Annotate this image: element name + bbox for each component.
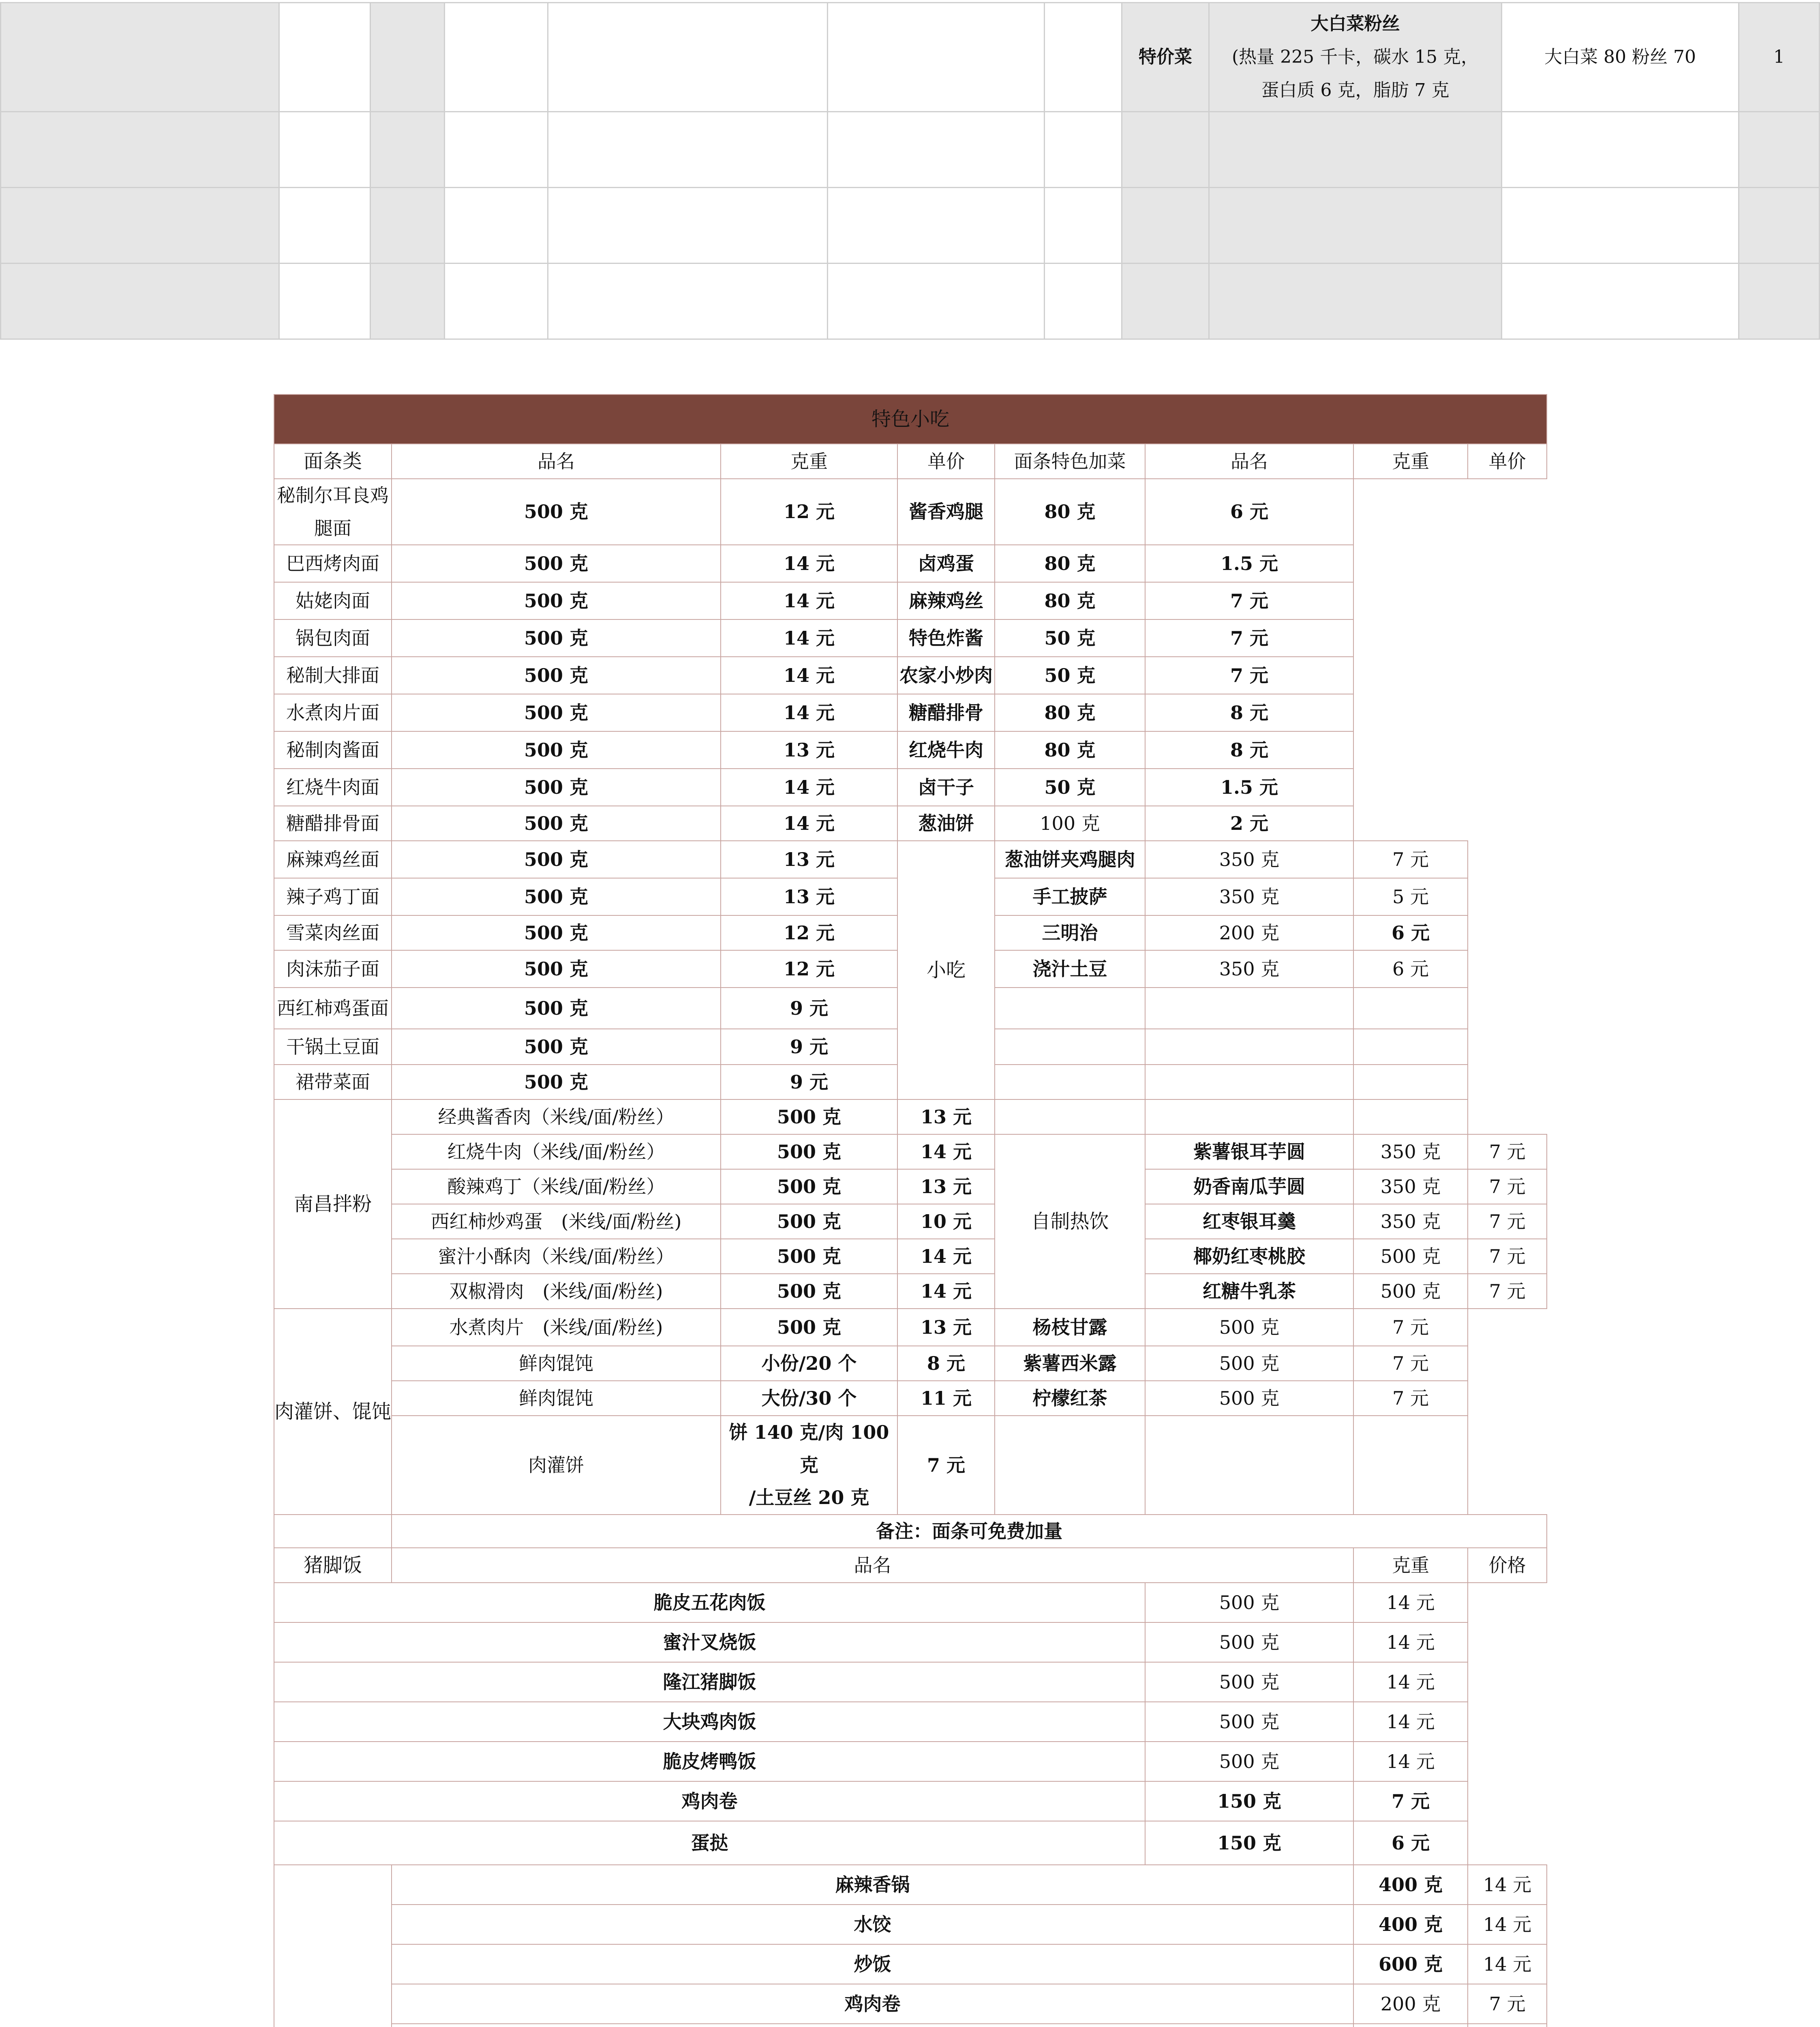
nanchang-item-name: 西红柿炒鸡蛋 (米线/面/粉丝) <box>392 1204 721 1239</box>
addon-item-weight: 80 克 <box>995 731 1145 769</box>
snack-item-name: 葱油饼夹鸡腿肉 <box>995 841 1145 878</box>
wonton-item-price: 11 元 <box>897 1381 995 1416</box>
pork-item-price: 14 元 <box>1353 1742 1468 1781</box>
nanchang-item-price: 14 元 <box>897 1134 995 1169</box>
nanchang-item-name: 经典酱香肉（米线/面/粉丝） <box>392 1099 721 1134</box>
snack-item-weight: 350 克 <box>1145 950 1353 988</box>
table-row <box>1 264 1820 339</box>
pork-item-name: 隆江猪脚饭 <box>274 1662 1145 1702</box>
addon-item-weight: 80 克 <box>995 545 1145 582</box>
table-row <box>274 657 1547 694</box>
drink-item-name: 椰奶红枣桃胶 <box>1145 1239 1353 1274</box>
pork-item-weight: 500 克 <box>1145 1702 1353 1742</box>
empty-cell <box>995 1065 1145 1099</box>
noodle-item-weight: 500 克 <box>392 619 721 657</box>
nanchang-item-price: 13 元 <box>897 1169 995 1204</box>
nanchang-item-price: 13 元 <box>897 1099 995 1134</box>
noodle-item-price: 12 元 <box>721 915 897 950</box>
table-row <box>274 1781 1547 1821</box>
header-name: 品名 <box>1145 444 1353 479</box>
dumpling-item-weight: 200 克 <box>1353 1984 1468 2024</box>
wonton-item-name: 肉灌饼 <box>392 1416 721 1515</box>
addon-item-name: 特色炸酱 <box>897 619 995 657</box>
noodle-item-name: 秘制尔耳良鸡腿面 <box>274 479 392 545</box>
noodle-item-name: 糖醋排骨面 <box>274 806 392 841</box>
noodle-item-weight: 500 克 <box>392 694 721 731</box>
category-noodle-addons: 面条特色加菜 <box>995 444 1145 479</box>
table-row <box>274 1416 1547 1515</box>
empty-cell <box>995 1029 1145 1065</box>
table-row <box>274 1346 1547 1381</box>
table-row <box>274 1622 1547 1662</box>
table-row <box>274 1583 1547 1622</box>
noodle-item-name: 裙带菜面 <box>274 1065 392 1099</box>
empty-cell <box>995 1416 1145 1515</box>
table-row <box>1 188 1820 264</box>
wonton-item-weight: 大份/30 个 <box>721 1381 897 1416</box>
addon-item-price: 8 元 <box>1145 731 1353 769</box>
nanchang-item-price: 14 元 <box>897 1274 995 1309</box>
noodle-item-name: 水煮肉片面 <box>274 694 392 731</box>
table-row <box>274 1099 1547 1134</box>
addon-item-price: 1.5 元 <box>1145 545 1353 582</box>
drink-item-name: 红枣银耳羹 <box>1145 1204 1353 1239</box>
noodle-item-name: 干锅土豆面 <box>274 1029 392 1065</box>
special-dish-table <box>0 2 1820 340</box>
snack-item-name: 手工披萨 <box>995 878 1145 915</box>
dumpling-item-weight: 400 克 <box>1353 1865 1468 1905</box>
header-name: 品名 <box>392 1548 1353 1583</box>
header-price: 单价 <box>1468 444 1547 479</box>
empty-cell <box>1145 1099 1353 1134</box>
drink-item-name: 红糖牛乳茶 <box>1145 1274 1353 1309</box>
snack-item-price: 6 元 <box>1353 950 1468 988</box>
category-dumplings <box>274 1865 392 2027</box>
noodle-item-name: 秘制肉酱面 <box>274 731 392 769</box>
drink-item-price: 7 元 <box>1468 1204 1547 1239</box>
table-row <box>274 769 1547 806</box>
noodle-item-price: 12 元 <box>721 479 897 545</box>
addon-item-weight: 50 克 <box>995 619 1145 657</box>
empty-cell <box>1353 1029 1468 1065</box>
header-price: 价格 <box>1468 1548 1547 1583</box>
special-dish-name: 大白菜粉丝 <box>1310 13 1400 34</box>
table-row <box>274 1134 1547 1169</box>
pork-item-name: 蛋挞 <box>274 1821 1145 1865</box>
wonton-item-name: 鲜肉馄饨 <box>392 1346 721 1381</box>
nanchang-item-weight: 500 克 <box>721 1134 897 1169</box>
noodle-item-price: 13 元 <box>721 878 897 915</box>
dumpling-item-name <box>392 2024 1353 2027</box>
header-weight: 克重 <box>721 444 897 479</box>
special-dish-cell <box>1209 3 1502 112</box>
drink-item-price: 7 元 <box>1468 1169 1547 1204</box>
noodle-item-weight: 500 克 <box>392 806 721 841</box>
drink-item-weight: 500 克 <box>1353 1274 1468 1309</box>
empty-cell <box>1145 1416 1353 1515</box>
table-row <box>274 841 1547 878</box>
dumpling-item-weight: 400 克 <box>1353 1905 1468 1944</box>
nanchang-item-price: 14 元 <box>897 1239 995 1274</box>
addon-item-price: 7 元 <box>1145 657 1353 694</box>
noodle-item-price: 14 元 <box>721 582 897 619</box>
note-noodle-free-extra: 备注：面条可免费加量 <box>392 1515 1547 1548</box>
weight-line-1: 饼 140 克/肉 100 克 <box>729 1421 889 1476</box>
table-row <box>274 694 1547 731</box>
noodle-item-name: 辣子鸡丁面 <box>274 878 392 915</box>
dumpling-item-weight: 600 克 <box>1353 1944 1468 1984</box>
noodle-item-name: 秘制大排面 <box>274 657 392 694</box>
dumpling-item-name: 炒饭 <box>392 1944 1353 1984</box>
dumpling-item-name: 麻辣香锅 <box>392 1865 1353 1905</box>
noodle-item-name: 麻辣鸡丝面 <box>274 841 392 878</box>
empty-cell <box>1145 988 1353 1029</box>
table-row <box>274 1865 1547 1905</box>
noodle-item-name: 姑姥肉面 <box>274 582 392 619</box>
noodle-item-price: 14 元 <box>721 619 897 657</box>
addon-item-weight: 80 克 <box>995 479 1145 545</box>
snack-item-name: 三明治 <box>995 915 1145 950</box>
addon-item-price: 1.5 元 <box>1145 769 1353 806</box>
table-row <box>1 112 1820 188</box>
table-row <box>274 1309 1547 1346</box>
noodle-item-weight: 500 克 <box>392 915 721 950</box>
pork-item-weight: 500 克 <box>1145 1662 1353 1702</box>
table-row <box>274 1905 1547 1944</box>
dumpling-item-name: 水饺 <box>392 1905 1353 1944</box>
category-wonton: 肉灌饼、馄饨 <box>274 1309 392 1515</box>
wonton-item-weight <box>721 1416 897 1515</box>
empty-cell <box>1145 1065 1353 1099</box>
nanchang-item-weight: 500 克 <box>721 1239 897 1274</box>
noodle-item-name: 锅包肉面 <box>274 619 392 657</box>
noodle-item-price: 14 元 <box>721 545 897 582</box>
table-row <box>274 1169 1547 1204</box>
snack-item-price: 7 元 <box>1353 841 1468 878</box>
noodle-item-weight: 500 克 <box>392 582 721 619</box>
nanchang-item-name: 双椒滑肉 (米线/面/粉丝) <box>392 1274 721 1309</box>
header-weight: 克重 <box>1353 1548 1468 1583</box>
table-row <box>274 806 1547 841</box>
dumpling-item-price: 14 元 <box>1468 1905 1547 1944</box>
pork-item-weight: 500 克 <box>1145 1742 1353 1781</box>
category-snacks: 小吃 <box>897 841 995 1099</box>
table-row <box>274 582 1547 619</box>
menu-title: 特色小吃 <box>274 394 1547 444</box>
snack-item-weight: 350 克 <box>1145 878 1353 915</box>
addon-item-name: 麻辣鸡丝 <box>897 582 995 619</box>
table-row <box>274 1274 1547 1309</box>
table-row <box>1 3 1820 112</box>
wonton-item-weight: 小份/20 个 <box>721 1346 897 1381</box>
table-row <box>274 731 1547 769</box>
addon-item-weight: 100 克 <box>995 806 1145 841</box>
pork-item-name: 蜜汁叉烧饭 <box>274 1622 1145 1662</box>
table-row <box>274 545 1547 582</box>
wonton-item-weight: 500 克 <box>721 1309 897 1346</box>
dumpling-item-weight <box>1353 2024 1468 2027</box>
pork-item-weight: 500 克 <box>1145 1622 1353 1662</box>
addon-item-price: 7 元 <box>1145 582 1353 619</box>
addon-item-name: 糖醋排骨 <box>897 694 995 731</box>
pork-item-price: 14 元 <box>1353 1702 1468 1742</box>
empty-cell <box>1353 1099 1468 1134</box>
addon-item-name: 卤鸡蛋 <box>897 545 995 582</box>
nanchang-item-weight: 500 克 <box>721 1274 897 1309</box>
addon-item-weight: 50 克 <box>995 657 1145 694</box>
snack-menu-table <box>274 394 1547 2027</box>
weight-line-2: /土豆丝 20 克 <box>749 1487 869 1508</box>
nanchang-item-name: 酸辣鸡丁（米线/面/粉丝） <box>392 1169 721 1204</box>
nanchang-item-weight: 500 克 <box>721 1204 897 1239</box>
noodle-item-price: 13 元 <box>721 731 897 769</box>
special-dish-nutrition-2: 蛋白质 6 克，脂肪 7 克 <box>1261 80 1450 101</box>
noodle-item-name: 巴西烤肉面 <box>274 545 392 582</box>
dumpling-item-name: 鸡肉卷 <box>392 1984 1353 2024</box>
addon-item-price: 2 元 <box>1145 806 1353 841</box>
noodle-item-weight: 500 克 <box>392 731 721 769</box>
noodle-item-price: 14 元 <box>721 694 897 731</box>
table-row <box>274 1944 1547 1984</box>
noodle-item-name: 肉沫茄子面 <box>274 950 392 988</box>
drink-item-weight: 500 克 <box>1145 1381 1353 1416</box>
pork-item-weight: 150 克 <box>1145 1821 1353 1865</box>
noodle-item-weight: 500 克 <box>392 479 721 545</box>
pork-item-price: 14 元 <box>1353 1662 1468 1702</box>
table-row <box>274 2024 1547 2027</box>
noodle-item-weight: 500 克 <box>392 545 721 582</box>
wonton-item-price: 8 元 <box>897 1346 995 1381</box>
table-row <box>274 619 1547 657</box>
drink-item-name: 紫薯西米露 <box>995 1346 1145 1381</box>
pork-item-price: 14 元 <box>1353 1583 1468 1622</box>
table-row <box>274 1821 1547 1865</box>
drink-item-name: 杨枝甘露 <box>995 1309 1145 1346</box>
table-row <box>274 1984 1547 2024</box>
noodle-item-weight: 500 克 <box>392 769 721 806</box>
noodle-item-price: 14 元 <box>721 657 897 694</box>
drink-item-name: 奶香南瓜芋圆 <box>1145 1169 1353 1204</box>
noodle-item-price: 14 元 <box>721 769 897 806</box>
special-dish-ingredients: 大白菜 80 粉丝 70 <box>1502 3 1739 112</box>
nanchang-item-weight: 500 克 <box>721 1099 897 1134</box>
drink-item-price: 7 元 <box>1468 1239 1547 1274</box>
nanchang-item-weight: 500 克 <box>721 1169 897 1204</box>
category-drinks: 自制热饮 <box>995 1134 1145 1309</box>
addon-item-name: 葱油饼 <box>897 806 995 841</box>
table-row <box>274 1662 1547 1702</box>
drink-item-weight: 350 克 <box>1353 1169 1468 1204</box>
wonton-item-price: 7 元 <box>897 1416 995 1515</box>
category-pork-rice: 猪脚饭 <box>274 1548 392 1583</box>
noodle-item-price: 9 元 <box>721 1029 897 1065</box>
noodle-item-weight: 500 克 <box>392 657 721 694</box>
noodle-item-price: 9 元 <box>721 1065 897 1099</box>
pork-item-weight: 500 克 <box>1145 1583 1353 1622</box>
addon-item-name: 红烧牛肉 <box>897 731 995 769</box>
drink-item-weight: 350 克 <box>1353 1204 1468 1239</box>
drink-item-weight: 500 克 <box>1145 1309 1353 1346</box>
noodle-item-weight: 500 克 <box>392 988 721 1029</box>
empty-cell <box>1353 988 1468 1029</box>
noodle-item-weight: 500 克 <box>392 878 721 915</box>
nanchang-item-name: 蜜汁小酥肉（米线/面/粉丝） <box>392 1239 721 1274</box>
category-nanchang: 南昌拌粉 <box>274 1099 392 1309</box>
noodle-item-weight: 500 克 <box>392 1065 721 1099</box>
pork-item-name: 鸡肉卷 <box>274 1781 1145 1821</box>
noodle-item-weight: 500 克 <box>392 841 721 878</box>
drink-item-price: 7 元 <box>1468 1134 1547 1169</box>
snack-item-price: 5 元 <box>1353 878 1468 915</box>
noodle-item-weight: 500 克 <box>392 1029 721 1065</box>
header-weight: 克重 <box>1353 444 1468 479</box>
special-category: 特价菜 <box>1122 3 1209 112</box>
pork-item-price: 6 元 <box>1353 1821 1468 1865</box>
dumpling-item-price: 14 元 <box>1468 1944 1547 1984</box>
noodle-item-price: 13 元 <box>721 841 897 878</box>
table-row <box>274 1742 1547 1781</box>
empty-cell <box>1145 1029 1353 1065</box>
snack-item-name: 浇汁土豆 <box>995 950 1145 988</box>
drink-item-weight: 350 克 <box>1353 1134 1468 1169</box>
addon-item-weight: 80 克 <box>995 582 1145 619</box>
addon-item-weight: 50 克 <box>995 769 1145 806</box>
noodle-item-price: 14 元 <box>721 806 897 841</box>
drink-item-price: 7 元 <box>1353 1309 1468 1346</box>
empty-cell <box>995 1099 1145 1134</box>
dumpling-item-price <box>1468 2024 1547 2027</box>
snack-item-weight: 200 克 <box>1145 915 1353 950</box>
nanchang-item-name: 红烧牛肉（米线/面/粉丝） <box>392 1134 721 1169</box>
addon-item-price: 8 元 <box>1145 694 1353 731</box>
pork-item-price: 14 元 <box>1353 1622 1468 1662</box>
empty-cell <box>1353 1416 1468 1515</box>
addon-item-price: 6 元 <box>1145 479 1353 545</box>
wonton-item-name: 水煮肉片 (米线/面/粉丝) <box>392 1309 721 1346</box>
special-dish-quantity: 1 <box>1739 3 1820 112</box>
drink-item-price: 7 元 <box>1468 1274 1547 1309</box>
addon-item-name: 农家小炒肉 <box>897 657 995 694</box>
empty-cell <box>995 988 1145 1029</box>
nanchang-item-price: 10 元 <box>897 1204 995 1239</box>
noodle-item-name: 西红柿鸡蛋面 <box>274 988 392 1029</box>
addon-item-name: 卤干子 <box>897 769 995 806</box>
drink-item-price: 7 元 <box>1353 1346 1468 1381</box>
snack-item-price: 6 元 <box>1353 915 1468 950</box>
noodle-item-price: 9 元 <box>721 988 897 1029</box>
pork-item-name: 脆皮五花肉饭 <box>274 1583 1145 1622</box>
wonton-item-name: 鲜肉馄饨 <box>392 1381 721 1416</box>
drink-item-weight: 500 克 <box>1145 1346 1353 1381</box>
header-price: 单价 <box>897 444 995 479</box>
drink-item-weight: 500 克 <box>1353 1239 1468 1274</box>
table-row <box>274 1702 1547 1742</box>
addon-item-weight: 80 克 <box>995 694 1145 731</box>
noodle-item-name: 红烧牛肉面 <box>274 769 392 806</box>
table-row <box>274 1239 1547 1274</box>
drink-item-name: 柠檬红茶 <box>995 1381 1145 1416</box>
noodle-item-price: 12 元 <box>721 950 897 988</box>
dumpling-item-price: 7 元 <box>1468 1984 1547 2024</box>
noodle-item-name: 雪菜肉丝面 <box>274 915 392 950</box>
table-row <box>274 1204 1547 1239</box>
special-dish-nutrition-1: (热量 225 千卡，碳水 15 克， <box>1231 47 1479 67</box>
table-row <box>274 479 1547 545</box>
category-noodles: 面条类 <box>274 444 392 479</box>
addon-item-name: 酱香鸡腿 <box>897 479 995 545</box>
wonton-item-price: 13 元 <box>897 1309 995 1346</box>
table-row <box>274 1381 1547 1416</box>
pork-item-name: 大块鸡肉饭 <box>274 1702 1145 1742</box>
drink-item-price: 7 元 <box>1353 1381 1468 1416</box>
noodle-item-weight: 500 克 <box>392 950 721 988</box>
empty-cell <box>1353 1065 1468 1099</box>
dumpling-item-price: 14 元 <box>1468 1865 1547 1905</box>
drink-item-name: 紫薯银耳芋圆 <box>1145 1134 1353 1169</box>
pork-item-name: 脆皮烤鸭饭 <box>274 1742 1145 1781</box>
pork-item-price: 7 元 <box>1353 1781 1468 1821</box>
pork-item-weight: 150 克 <box>1145 1781 1353 1821</box>
snack-item-weight: 350 克 <box>1145 841 1353 878</box>
addon-item-price: 7 元 <box>1145 619 1353 657</box>
header-name: 品名 <box>392 444 721 479</box>
